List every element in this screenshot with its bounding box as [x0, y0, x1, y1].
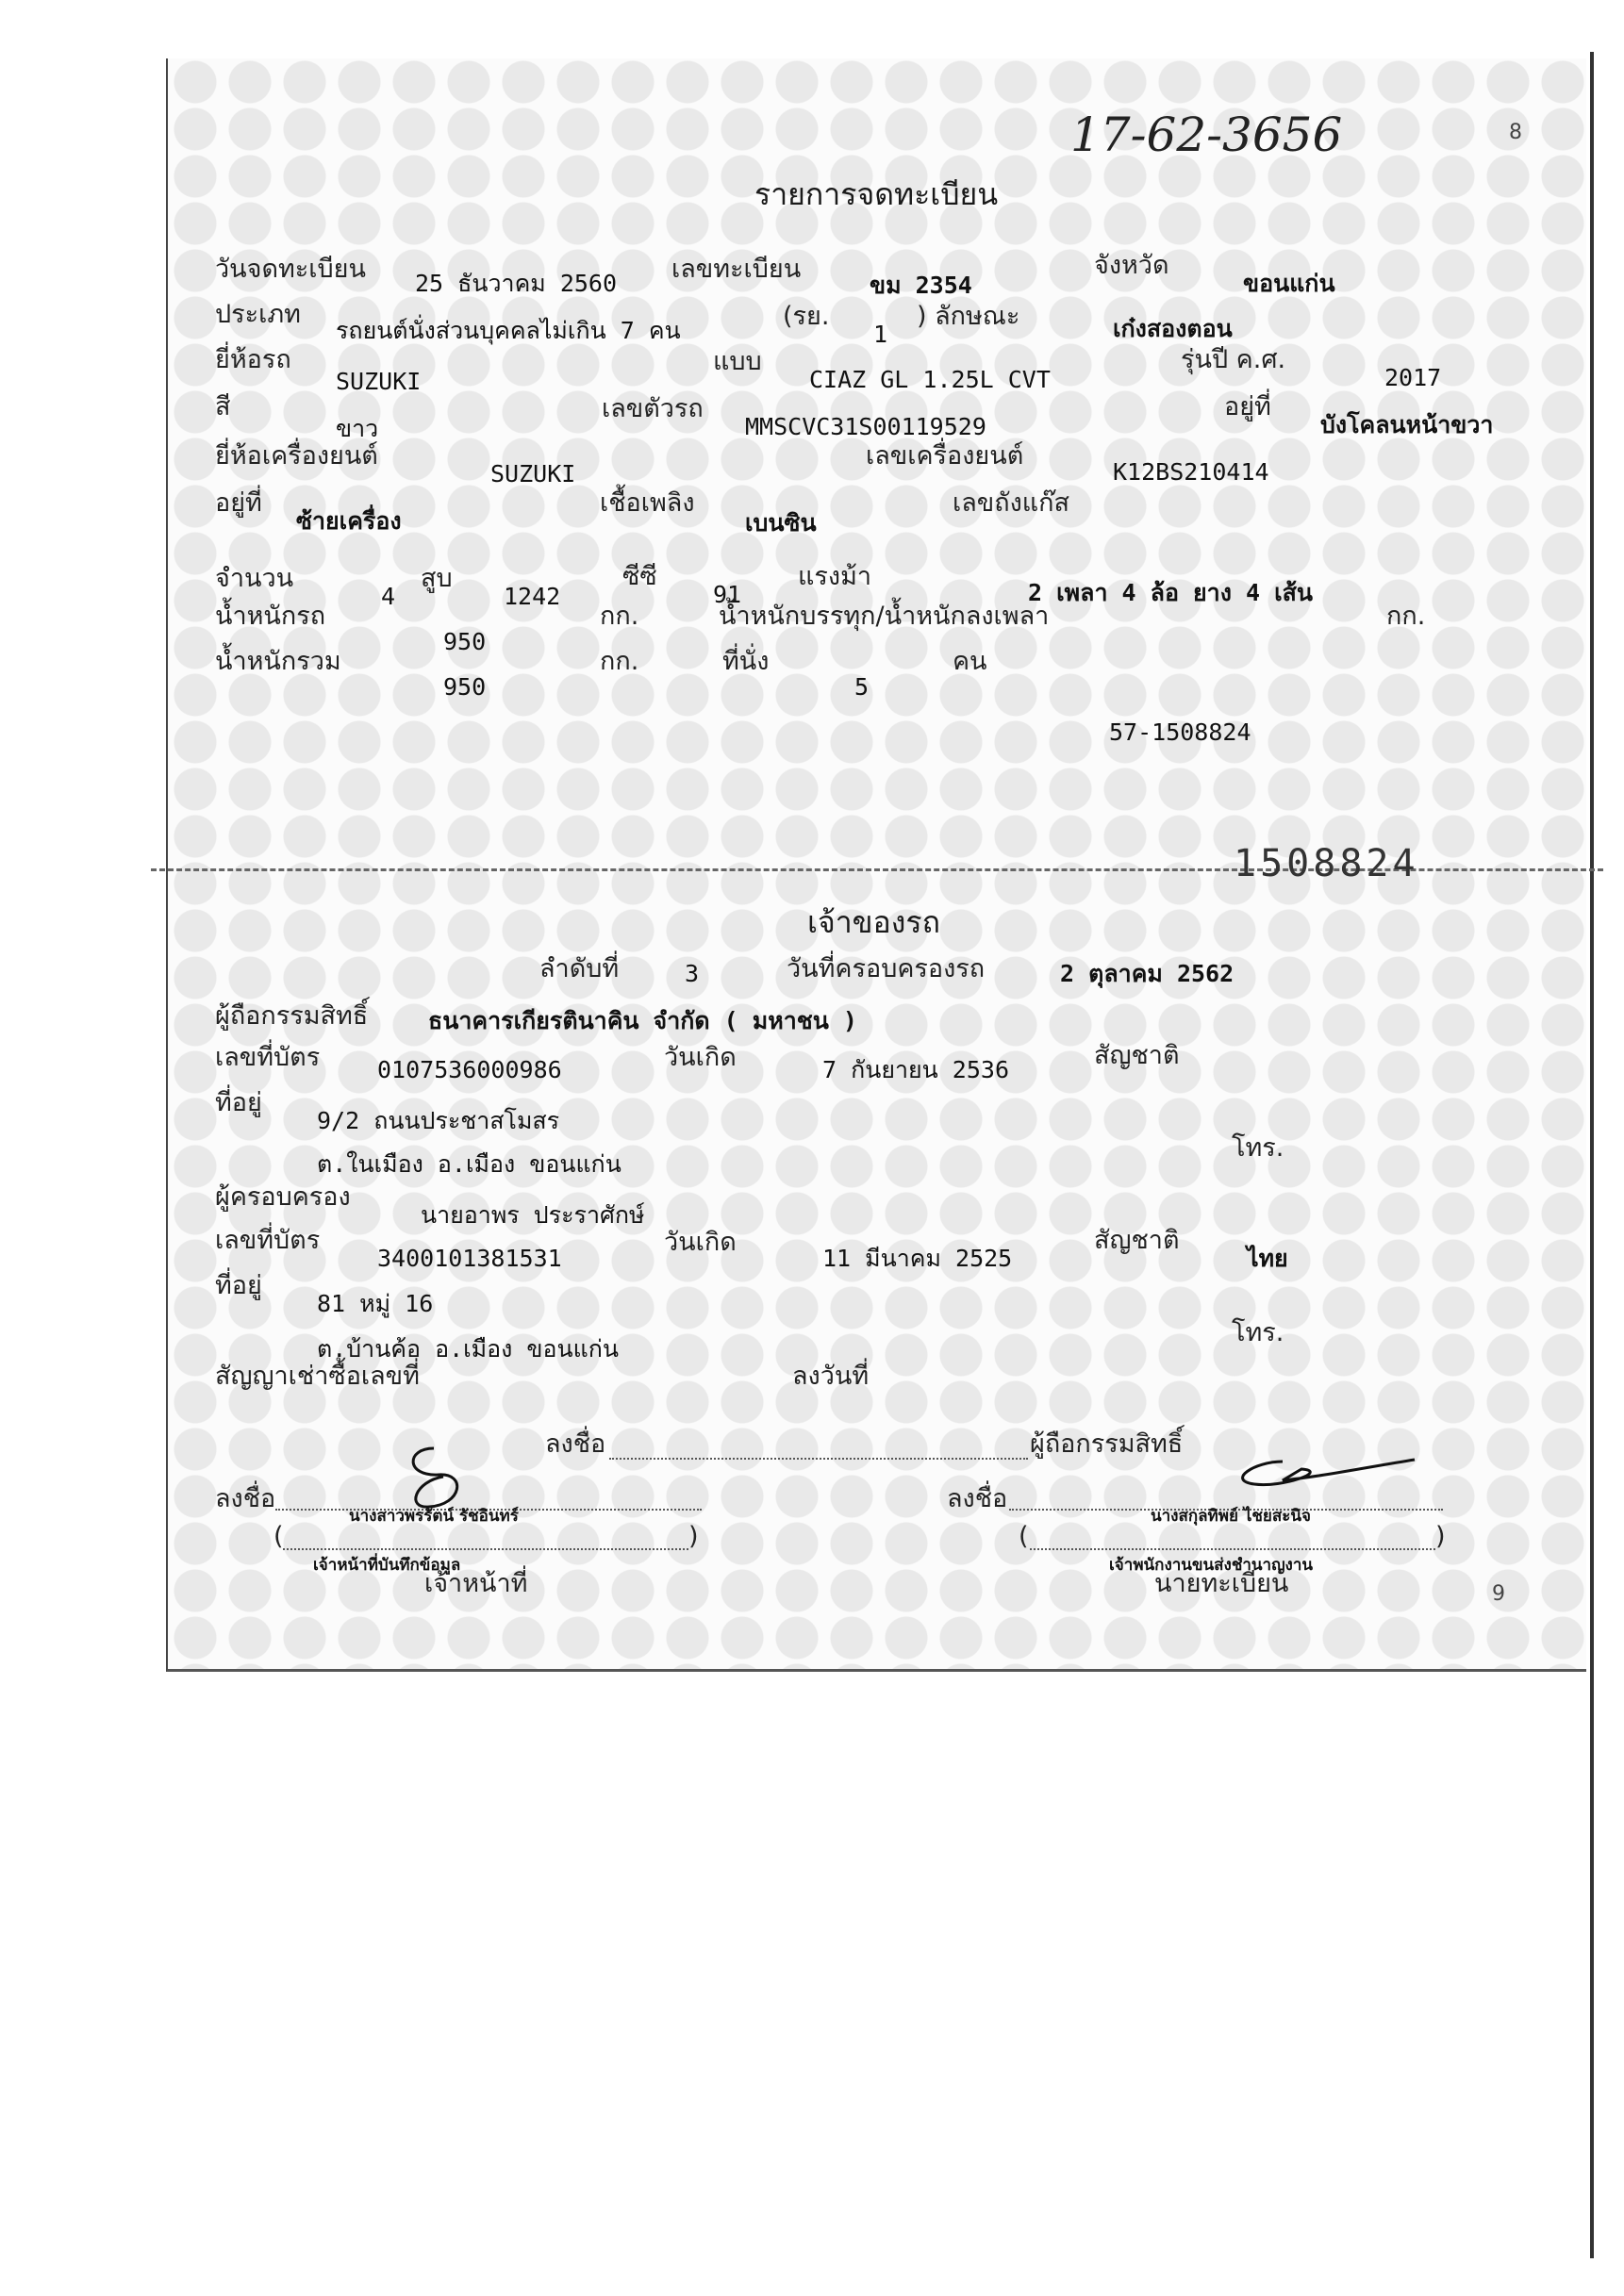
- possessor-address-line1: 81 หมู่ 16: [317, 1290, 434, 1317]
- engine-brand-value: SUZUKI: [490, 460, 576, 487]
- lease-label: สัญญาเช่าซื้อเลขที่: [215, 1362, 420, 1391]
- holder-address-line2: ต.ในเมือง อ.เมือง ขอนแก่น: [317, 1150, 621, 1178]
- right-name-line: [1030, 1548, 1435, 1550]
- fuel-value: เบนซิน: [745, 509, 817, 537]
- holder-sign-role: ผู้ถือกรรมสิทธิ์: [1030, 1429, 1184, 1459]
- sequence-label: ลำดับที่: [539, 954, 620, 983]
- right-signer-title: เจ้าพนักงานขนส่งชำนาญงาน: [1109, 1556, 1314, 1575]
- left-paren-close: ): [688, 1522, 699, 1551]
- total-weight-value: 950: [443, 673, 487, 701]
- possessor-nationality-value: ไทย: [1247, 1245, 1288, 1272]
- left-paren-open: (: [273, 1522, 284, 1551]
- weight-label: น้ำหนักรถ: [215, 602, 326, 631]
- color-label: สี: [215, 392, 231, 421]
- gas-tank-label: เลขถังแก๊ส: [953, 488, 1069, 518]
- possessor-id-value: 3400101381531: [377, 1245, 562, 1272]
- type-code-value: 1: [873, 321, 888, 348]
- possessor-birth-value: 11 มีนาคม 2525: [822, 1245, 1013, 1272]
- seats-label: ที่นั่ง: [722, 647, 770, 676]
- holder-phone-label: โทร.: [1232, 1133, 1284, 1163]
- signature-right: [1217, 1443, 1424, 1499]
- possessor-value: นายอาพร ประราศักษ์: [421, 1201, 645, 1229]
- engine-no-value: K12BS210414: [1113, 458, 1269, 486]
- cylinders-label: จำนวน: [215, 564, 294, 593]
- holder-id-label: เลขที่บัตร: [215, 1043, 321, 1072]
- page-number-top: 8: [1509, 121, 1522, 144]
- holder-address-line1: 9/2 ถนนประชาสโมสร: [317, 1107, 560, 1134]
- cc-label: ซีซี: [622, 562, 657, 591]
- holder-birth-label: วันเกิด: [664, 1043, 737, 1072]
- holder-label: ผู้ถือกรรมสิทธิ์: [215, 1001, 369, 1031]
- page-number-bottom: 9: [1492, 1582, 1505, 1606]
- page-right-edge: [1590, 52, 1594, 2258]
- holder-address-label: ที่อยู่: [215, 1088, 262, 1117]
- type-value: รถยนต์นั่งส่วนบุคคลไม่เกิน 7 คน: [336, 317, 681, 344]
- model-label: แบบ: [713, 347, 762, 376]
- brand-value: SUZUKI: [336, 368, 422, 395]
- model-value: CIAZ GL 1.25L CVT: [809, 366, 1051, 393]
- seats-unit: คน: [953, 647, 987, 676]
- cylinders-value: 4: [381, 583, 396, 610]
- fuel-label: เชื้อเพลิง: [600, 488, 695, 518]
- model-year-value: 2017: [1384, 364, 1442, 391]
- sequence-value: 3: [685, 960, 700, 987]
- left-role: เจ้าหน้าที่: [424, 1569, 528, 1598]
- type-label: ประเภท: [215, 300, 301, 329]
- cylinders-unit: สูบ: [421, 564, 453, 593]
- chassis-label: เลขตัวรถ: [602, 394, 704, 423]
- left-sign-label: ลงชื่อ: [215, 1484, 276, 1513]
- plate-value: ขม 2354: [870, 272, 972, 299]
- holder-nationality-label: สัญชาติ: [1094, 1041, 1180, 1070]
- right-sign-label: ลงชื่อ: [947, 1484, 1008, 1513]
- holder-sign-line: [609, 1458, 1028, 1460]
- engine-location-label: อยู่ที่: [215, 488, 262, 518]
- weight-value: 950: [443, 628, 487, 655]
- province-label: จังหวัด: [1094, 251, 1169, 280]
- left-signer-title: เจ้าหน้าที่บันทึกข้อมูล: [313, 1556, 461, 1575]
- kg-1: กก.: [600, 602, 639, 631]
- hp-label: แรงม้า: [798, 562, 872, 591]
- right-paren-open: (: [1019, 1522, 1029, 1551]
- kg-2: กก.: [1386, 602, 1426, 631]
- total-weight-label: น้ำหนักรวม: [215, 647, 341, 676]
- engine-location-value: ซ้ายเครื่อง: [296, 507, 402, 535]
- color-value: ขาว: [336, 415, 379, 442]
- section-title-owner: เจ้าของรถ: [807, 904, 940, 940]
- kg-3: กก.: [600, 647, 639, 676]
- cc-value: 1242: [504, 583, 561, 610]
- chassis-value: MMSCVC31S00119529: [745, 413, 986, 440]
- plate-label: เลขทะเบียน: [671, 255, 802, 284]
- stamp-number: 1508824: [1234, 842, 1419, 885]
- right-role: นายทะเบียน: [1154, 1569, 1289, 1598]
- brand-label: ยี่ห้อรถ: [215, 345, 291, 374]
- section-title-registration: รายการจดทะเบียน: [754, 176, 999, 212]
- reg-date-value: 25 ธันวาคม 2560: [415, 270, 618, 297]
- document-number: 57-1508824: [1109, 719, 1251, 746]
- left-name-line: [283, 1548, 688, 1550]
- axles-value: 2 เพลา 4 ล้อ ยาง 4 เส้น: [1028, 579, 1313, 606]
- reg-date-label: วันจดทะเบียน: [215, 255, 366, 284]
- province-value: ขอนแก่น: [1243, 270, 1335, 297]
- signature-left: [387, 1439, 500, 1514]
- holder-sign-label: ลงชื่อ: [545, 1429, 606, 1459]
- possessor-birth-label: วันเกิด: [664, 1228, 737, 1257]
- right-signer-name: นางสกุลทิพย์ ไชยสะนิจ: [1151, 1507, 1311, 1526]
- model-year-label: รุ่นปี ค.ศ.: [1181, 345, 1286, 374]
- lease-date-label: ลงวันที่: [792, 1362, 870, 1391]
- possessor-phone-label: โทร.: [1232, 1318, 1284, 1347]
- possession-date-label: วันที่ครอบครองรถ: [787, 954, 986, 983]
- type-code-close: ) ลักษณะ: [917, 302, 1020, 331]
- chassis-location-label: อยู่ที่: [1224, 392, 1271, 421]
- hp-value: 91: [713, 581, 742, 608]
- holder-id-value: 0107536000986: [377, 1056, 562, 1083]
- possessor-nationality-label: สัญชาติ: [1094, 1226, 1180, 1255]
- possessor-address-line2: ต.บ้านค้อ อ.เมือง ขอนแก่น: [317, 1335, 619, 1363]
- possessor-label: ผู้ครอบครอง: [215, 1182, 351, 1212]
- right-paren-close: ): [1435, 1522, 1446, 1551]
- load-weight-label: น้ำหนักบรรทุก/น้ำหนักลงเพลา: [719, 602, 1050, 631]
- possessor-id-label: เลขที่บัตร: [215, 1226, 321, 1255]
- possessor-address-label: ที่อยู่: [215, 1271, 262, 1300]
- left-signer-name: นางสาวพรรัตน์ รัชอินทร์: [349, 1507, 519, 1526]
- body-style-value: เก๋งสองตอน: [1113, 315, 1233, 342]
- type-code-open: (รย.: [783, 302, 830, 331]
- seats-value: 5: [854, 673, 870, 701]
- possession-date-value: 2 ตุลาคม 2562: [1060, 960, 1235, 987]
- engine-no-label: เลขเครื่องยนต์: [866, 441, 1024, 471]
- engine-brand-label: ยี่ห้อเครื่องยนต์: [215, 441, 378, 471]
- chassis-location-value: บังโคลนหน้าขวา: [1320, 411, 1494, 438]
- holder-birth-value: 7 กันยายน 2536: [822, 1056, 1010, 1083]
- holder-value: ธนาคารเกียรตินาคิน จำกัด ( มหาชน ): [428, 1007, 857, 1034]
- handwritten-reference: 17-62-3656: [1070, 107, 1343, 162]
